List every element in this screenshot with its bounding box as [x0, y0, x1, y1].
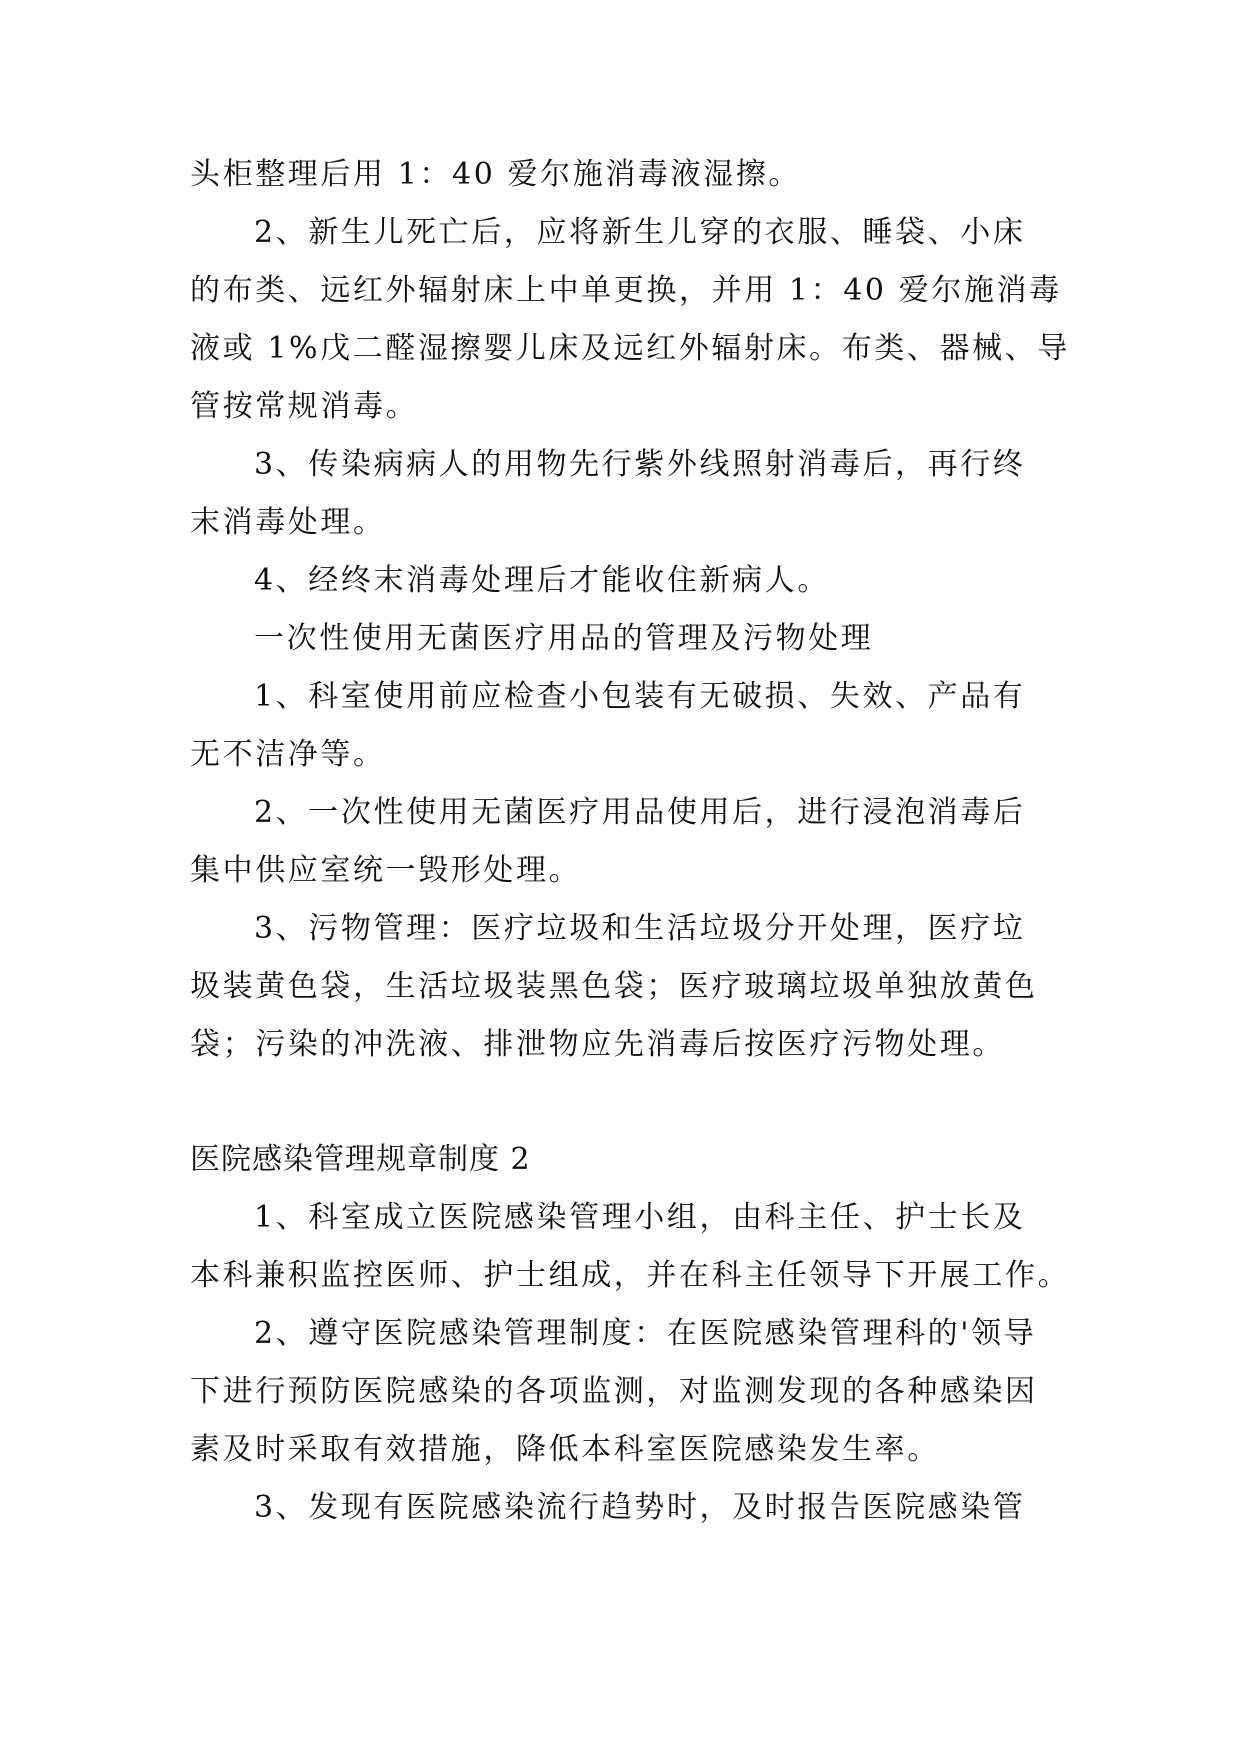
text-line: 的布类、远红外辐射床上中单更换，并用 1：40 爱尔施消毒: [190, 273, 1062, 308]
paragraph-line: 1、科室使用前应检查小包装有无破损、失效、产品有: [254, 679, 1026, 714]
text-line: 头柜整理后用 1：40 爱尔施消毒液湿擦。: [190, 157, 801, 192]
text-line: 素及时采取有效措施，降低本科室医院感染发生率。: [190, 1432, 940, 1467]
text-line: 本科兼积监控医师、护士组成，并在科主任领导下开展工作。: [190, 1258, 1071, 1293]
text-line: 管按常规消毒。: [190, 389, 419, 424]
text-line: 末消毒处理。: [190, 505, 386, 540]
text-line: 无不洁净等。: [190, 737, 386, 772]
paragraph-line: 3、传染病病人的用物先行紫外线照射消毒后，再行终: [254, 447, 1026, 482]
section-heading: 医院感染管理规章制度 2: [190, 1142, 531, 1177]
paragraph-line: 4、经终末消毒处理后才能收住新病人。: [254, 563, 830, 598]
paragraph-line: 2、新生儿死亡后，应将新生儿穿的衣服、睡袋、小床: [254, 215, 1026, 250]
paragraph-line: 3、污物管理：医疗垃圾和生活垃圾分开处理，医疗垃: [254, 911, 1026, 946]
text-line: 下进行预防医院感染的各项监测，对监测发现的各种感染因: [190, 1374, 1038, 1409]
paragraph-line: 2、遵守医院感染管理制度：在医院感染管理科的'领导: [254, 1316, 1037, 1351]
paragraph-line: 1、科室成立医院感染管理小组，由科主任、护士长及: [254, 1200, 1026, 1235]
text-line: 集中供应室统一毁形处理。: [190, 853, 582, 888]
section-subheading: 一次性使用无菌医疗用品的管理及污物处理: [254, 621, 874, 656]
text-line: 圾装黄色袋，生活垃圾装黑色袋；医疗玻璃垃圾单独放黄色: [190, 969, 1038, 1004]
paragraph-line: 3、发现有医院感染流行趋势时，及时报告医院感染管: [254, 1490, 1026, 1525]
text-line: 袋；污染的冲洗液、排泄物应先消毒后按医疗污物处理。: [190, 1027, 1005, 1062]
paragraph-line: 2、一次性使用无菌医疗用品使用后，进行浸泡消毒后: [254, 795, 1026, 830]
text-line: 液或 1%戊二醛湿擦婴儿床及远红外辐射床。布类、器械、导: [190, 331, 1070, 366]
